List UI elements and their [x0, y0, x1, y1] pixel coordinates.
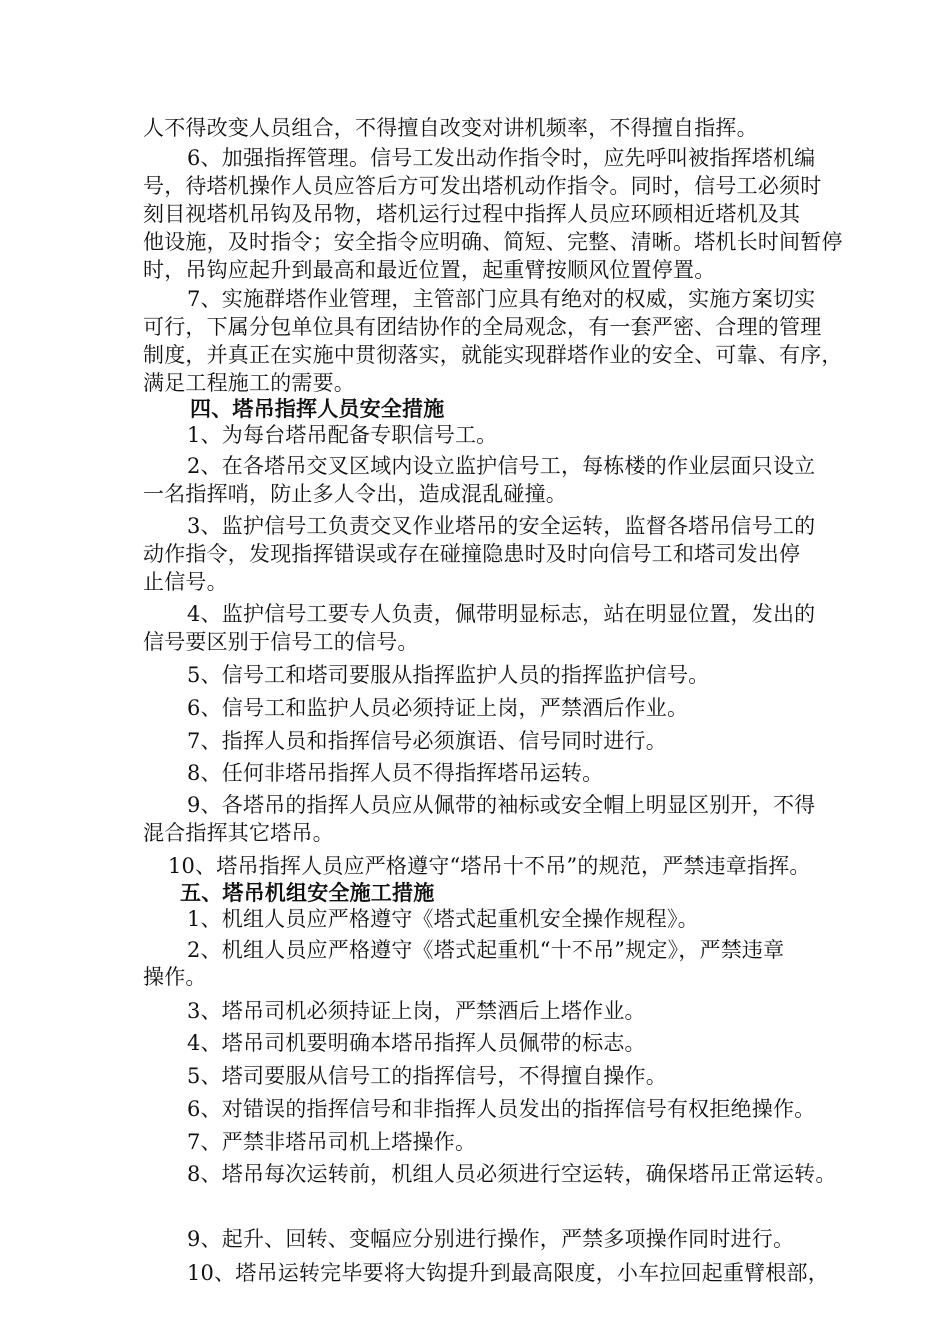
- list-item: 5、塔司要服从信号工的指挥信号，不得擅自操作。: [187, 1064, 667, 1088]
- list-item: 2、机组人员应严格遵守《塔式起重机“十不吊”规定》，严禁违章: [187, 938, 785, 962]
- text-line: 动作指令，发现指挥错误或存在碰撞隐患时及时向信号工和塔司发出停: [143, 542, 801, 566]
- text-line: 一名指挥哨，防止多人令出，造成混乱碰撞。: [143, 482, 567, 506]
- text-line: 刻目视塔机吊钩及吊物，塔机运行过程中指挥人员应环顾相近塔机及其: [143, 202, 801, 226]
- list-item: 6、信号工和监护人员必须持证上岗，严禁酒后作业。: [187, 696, 689, 720]
- text-line: 可行，下属分包单位具有团结协作的全局观念，有一套严密、合理的管理: [143, 315, 822, 339]
- list-item: 1、机组人员应严格遵守《塔式起重机安全操作规程》。: [187, 907, 699, 931]
- text-line: 止信号。: [143, 570, 228, 594]
- text-line: 操作。: [143, 965, 207, 989]
- section-heading-5: 五、塔吊机组安全施工措施: [180, 880, 435, 905]
- text-line: 制度，并真正在实施中贯彻落实，就能实现群塔作业的安全、可靠、有序，: [143, 343, 843, 367]
- list-item: 8、任何非塔吊指挥人员不得指挥塔吊运转。: [187, 761, 604, 785]
- text-line: 人不得改变人员组合，不得擅自改变对讲机频率，不得擅自指挥。: [143, 116, 758, 140]
- text-line: 时，吊钩应起升到最高和最近位置，起重臂按顺风位置停置。: [143, 258, 716, 282]
- list-item: 4、塔吊司机要明确本塔吊指挥人员佩带的标志。: [187, 1031, 646, 1055]
- list-item: 6、对错误的指挥信号和非指挥人员发出的指挥信号有权拒绝操作。: [187, 1097, 816, 1121]
- list-item: 7、严禁非塔吊司机上塔操作。: [187, 1130, 477, 1154]
- list-item: 10、塔吊运转完毕要将大钩提升到最高限度，小车拉回起重臂根部，: [187, 1261, 829, 1285]
- list-item: 8、塔吊每次运转前，机组人员必须进行空运转，确保塔吊正常运转。: [187, 1162, 837, 1186]
- list-item: 2、在各塔吊交叉区域内设立监护信号工，每栋楼的作业层面只设立: [187, 454, 816, 478]
- list-item: 7、指挥人员和指挥信号必须旗语、信号同时进行。: [187, 729, 667, 753]
- list-item: 3、监护信号工负责交叉作业塔吊的安全运转，监督各塔吊信号工的: [187, 514, 816, 538]
- text-line: 混合指挥其它塔吊。: [143, 821, 334, 845]
- list-item: 1、为每台塔吊配备专职信号工。: [187, 423, 498, 447]
- list-item: 9、各塔吊的指挥人员应从佩带的袖标或安全帽上明显区别开，不得: [187, 793, 816, 817]
- paragraph-item-6: 6、加强指挥管理。信号工发出动作指令时，应先呼叫被指挥塔机编: [187, 146, 816, 170]
- text-line: 号，待塔机操作人员应答后方可发出塔机动作指令。同时，信号工必须时: [143, 174, 822, 198]
- text-line: 他设施，及时指令；安全指令应明确、简短、完整、清晰。塔机长时间暂停: [143, 230, 843, 254]
- section-heading-4: 四、塔吊指挥人员安全措施: [190, 396, 445, 421]
- list-item: 4、监护信号工要专人负责，佩带明显标志，站在明显位置，发出的: [187, 602, 816, 626]
- list-item: 10、塔吊指挥人员应严格遵守“塔吊十不吊”的规范，严禁违章指挥。: [168, 854, 811, 878]
- text-line: 信号要区别于信号工的信号。: [143, 630, 419, 654]
- list-item: 9、起升、回转、变幅应分别进行操作，严禁多项操作同时进行。: [187, 1227, 795, 1251]
- text-line: 满足工程施工的需要。: [143, 371, 355, 395]
- list-item: 3、塔吊司机必须持证上岗，严禁酒后上塔作业。: [187, 999, 646, 1023]
- paragraph-item-7: 7、实施群塔作业管理，主管部门应具有绝对的权威，实施方案切实: [187, 287, 816, 311]
- list-item: 5、信号工和塔司要服从指挥监护人员的指挥监护信号。: [187, 663, 710, 687]
